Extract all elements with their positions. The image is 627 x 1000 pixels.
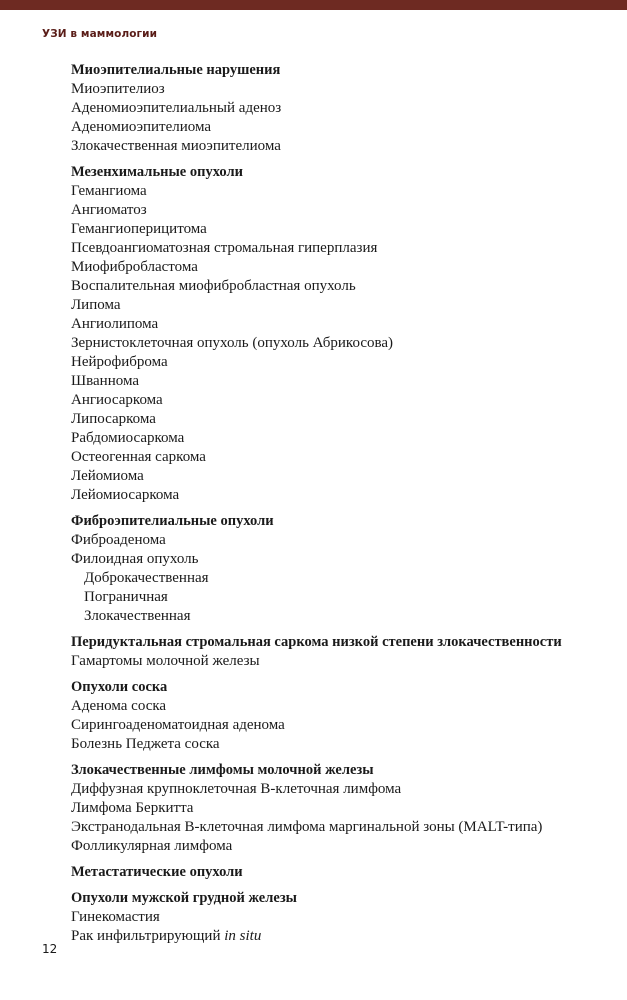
section-heading: Опухоли соска xyxy=(71,679,168,695)
list-item: Гемангиоперицитома xyxy=(71,221,207,237)
list-item-italic: in situ xyxy=(224,928,262,944)
list-item: Фиброаденома xyxy=(71,532,166,548)
list-item: Злокачественная миоэпителиома xyxy=(71,138,281,154)
page-number: 12 xyxy=(42,942,58,956)
list-item: Аденомиоэпителиальный аденоз xyxy=(71,100,282,116)
section-heading: Метастатические опухоли xyxy=(71,864,243,880)
section-nipple xyxy=(71,677,621,754)
list-item: Миоэпителиоз xyxy=(71,81,165,97)
list-item: Зернистоклеточная опухоль (опухоль Абрикосова) xyxy=(71,335,394,351)
section-mesenchymal xyxy=(71,162,621,505)
list-item xyxy=(71,927,621,946)
list-item: Экстранодальная В-клеточная лимфома маргинальной зоны (MALT-типа) xyxy=(71,819,543,835)
section-myoepithelial xyxy=(71,60,621,156)
classification-list xyxy=(71,60,621,952)
list-item: Филоидная опухоль xyxy=(71,551,199,567)
section-heading: Фиброэпителиальные опухоли xyxy=(71,513,274,529)
list-item: Сирингоаденоматоидная аденома xyxy=(71,717,285,733)
list-item: Болезнь Педжета соска xyxy=(71,736,220,752)
section-heading: Опухоли мужской грудной железы xyxy=(71,890,297,906)
list-item: Остеогенная саркома xyxy=(71,449,206,465)
list-item: Нейрофиброма xyxy=(71,354,168,370)
sub-list-item: Пограничная xyxy=(84,589,168,605)
list-item: Диффузная крупноклеточная В-клеточная лимфома xyxy=(71,781,402,797)
list-item: Ангиосаркома xyxy=(71,392,163,408)
list-item: Аденома соска xyxy=(71,698,167,714)
list-item: Гемангиома xyxy=(71,183,147,199)
sub-list-item: Доброкачественная xyxy=(84,570,209,586)
section-lymphomas xyxy=(71,760,621,856)
list-item: Гинекомастия xyxy=(71,909,160,925)
running-head: УЗИ в маммологии xyxy=(42,28,158,40)
section-periductal xyxy=(71,632,621,671)
list-item: Рабдомиосаркома xyxy=(71,430,185,446)
section-fibroepithelial xyxy=(71,511,621,626)
list-item: Липосаркома xyxy=(71,411,156,427)
list-item: Лейомиосаркома xyxy=(71,487,180,503)
list-item: Миофибробластома xyxy=(71,259,198,275)
top-accent-rule xyxy=(0,0,627,10)
sub-list-item: Злокачественная xyxy=(84,608,191,624)
list-item: Лейомиома xyxy=(71,468,144,484)
list-item: Ангиолипома xyxy=(71,316,159,332)
list-item: Липома xyxy=(71,297,121,313)
list-item: Псевдоангиоматозная стромальная гиперплазия xyxy=(71,240,378,256)
list-item: Аденомиоэпителиома xyxy=(71,119,212,135)
section-heading: Миоэпителиальные нарушения xyxy=(71,62,281,78)
list-item: Шваннома xyxy=(71,373,139,389)
section-metastatic xyxy=(71,862,621,882)
section-heading: Мезенхимальные опухоли xyxy=(71,164,243,180)
list-item: Лимфома Беркитта xyxy=(71,800,194,816)
list-item: Фолликулярная лимфома xyxy=(71,838,233,854)
list-item-text: Рак инфильтрирующий xyxy=(71,928,225,944)
section-heading: Злокачественные лимфомы молочной железы xyxy=(71,762,374,778)
list-item: Воспалительная миофибробластная опухоль xyxy=(71,278,356,294)
list-item: Гамартомы молочной железы xyxy=(71,653,260,669)
list-item: Ангиоматоз xyxy=(71,202,147,218)
section-male-breast xyxy=(71,888,621,946)
section-heading: Перидуктальная стромальная саркома низкой степени злокачественности xyxy=(71,634,562,650)
